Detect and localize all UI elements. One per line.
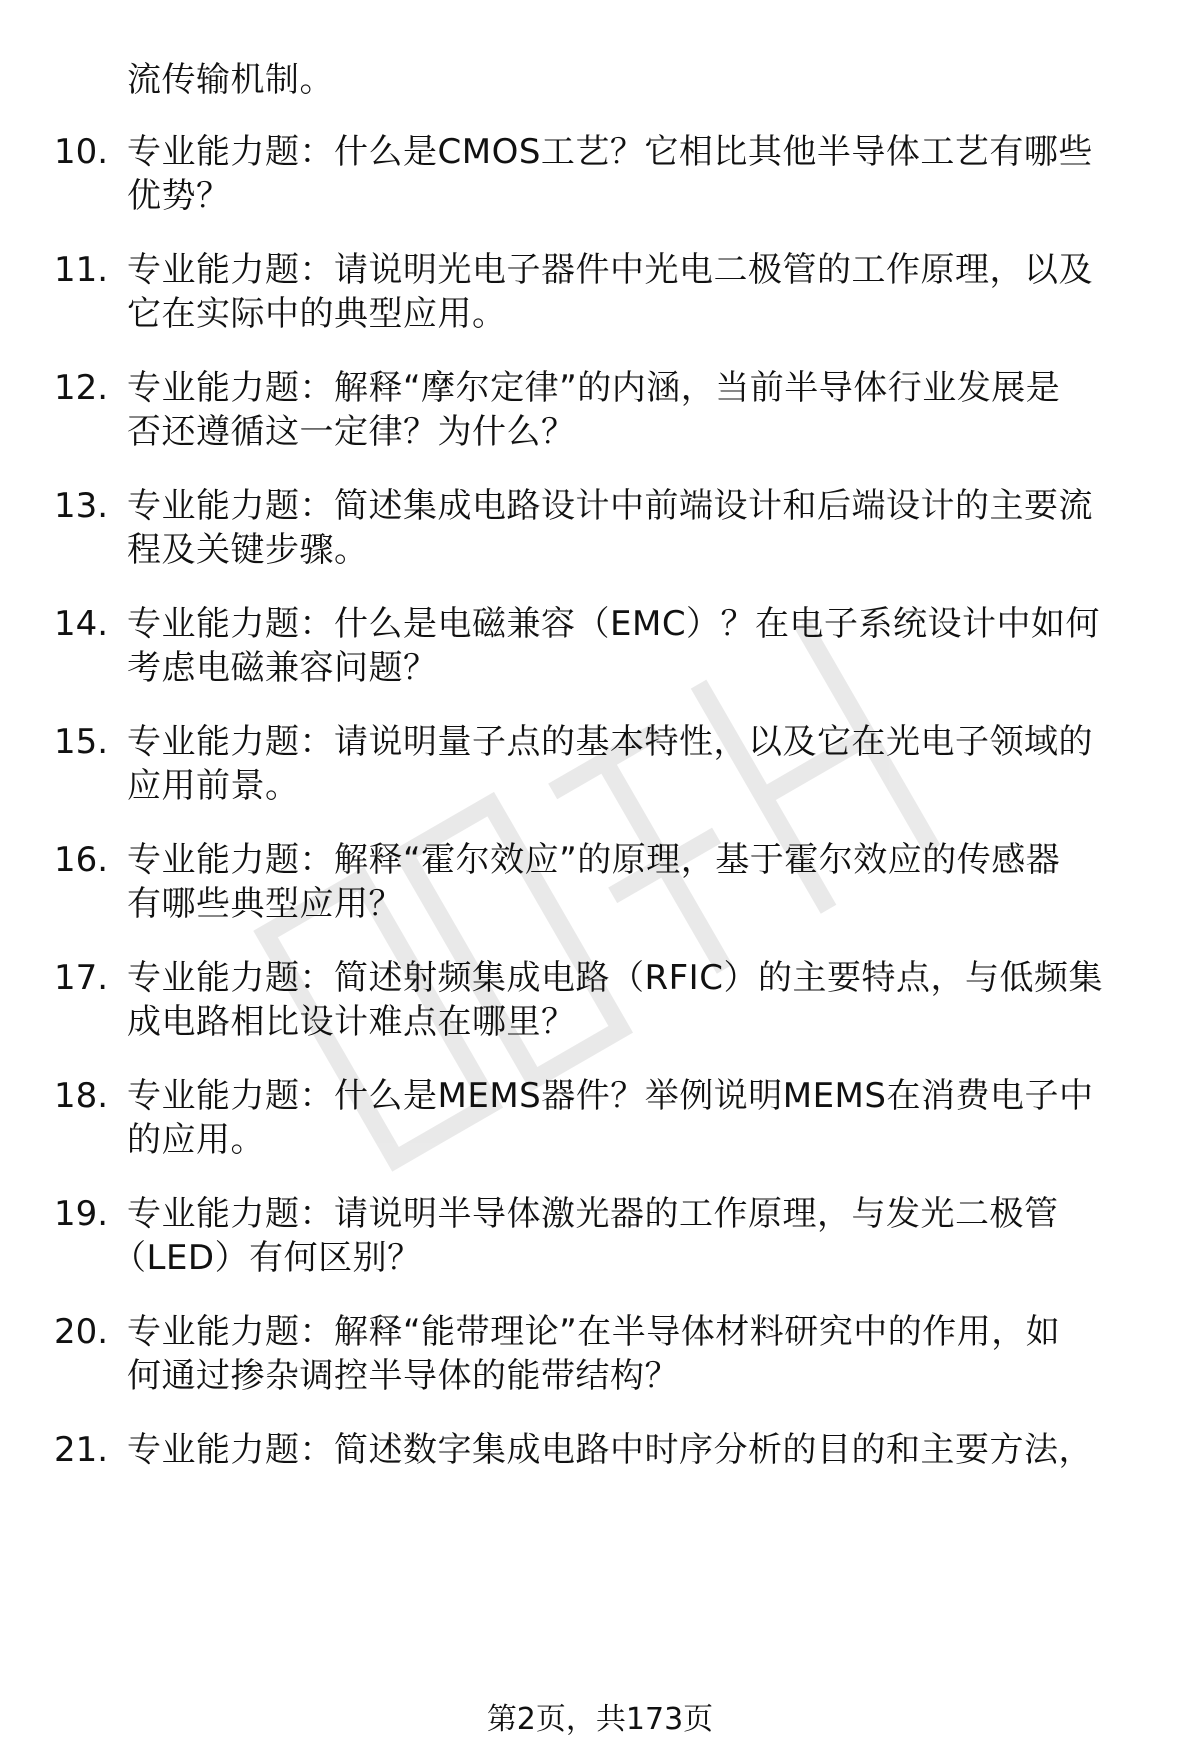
item-text-line1: 专业能力题：解释“霍尔效应”的原理，基于霍尔效应的传感器	[127, 840, 1061, 880]
item-text-line2: 的应用。	[127, 1120, 265, 1160]
continuation-text: 流传输机制。	[127, 60, 334, 100]
item-text-line1: 专业能力题：什么是CMOS工艺？它相比其他半导体工艺有哪些	[127, 132, 1093, 172]
page-footer: 第2页，共173页	[486, 1702, 714, 1737]
item-number: 17.	[54, 958, 109, 998]
item-text-line1: 专业能力题：什么是电磁兼容（EMC）？在电子系统设计中如何	[127, 604, 1101, 644]
item-number: 20.	[54, 1312, 109, 1352]
item-text-line2: 它在实际中的典型应用。	[127, 294, 507, 334]
item-text-line1: 专业能力题：解释“摩尔定律”的内涵，当前半导体行业发展是	[127, 368, 1061, 408]
item-text-line2: （LED）有何区别？	[112, 1238, 422, 1278]
item-number: 16.	[54, 840, 109, 880]
item-text-line2: 考虑电磁兼容问题？	[127, 648, 438, 688]
item-text-line2: 应用前景。	[127, 766, 300, 806]
item-number: 19.	[54, 1194, 109, 1234]
item-text-line1: 专业能力题：什么是MEMS器件？举例说明MEMS在消费电子中	[127, 1076, 1094, 1116]
item-text-line2: 成电路相比设计难点在哪里？	[127, 1002, 576, 1042]
item-text-line2: 否还遵循这一定律？为什么？	[127, 412, 576, 452]
item-text-line2: 程及关键步骤。	[127, 530, 369, 570]
item-text-line2: 有哪些典型应用？	[127, 884, 403, 924]
item-number: 21.	[54, 1430, 109, 1470]
item-number: 18.	[54, 1076, 109, 1116]
item-text-line1: 专业能力题：简述射频集成电路（RFIC）的主要特点，与低频集	[127, 958, 1103, 998]
item-text-line1: 专业能力题：请说明量子点的基本特性，以及它在光电子领域的	[127, 722, 1093, 762]
item-text-line1: 专业能力题：解释“能带理论”在半导体材料研究中的作用，如	[127, 1312, 1061, 1352]
item-text-line1: 专业能力题：简述数字集成电路中时序分析的目的和主要方法，	[127, 1430, 1093, 1470]
item-number: 14.	[54, 604, 109, 644]
item-number: 15.	[54, 722, 109, 762]
item-text-line1: 专业能力题：请说明半导体激光器的工作原理，与发光二极管	[127, 1194, 1059, 1234]
item-number: 12.	[54, 368, 109, 408]
item-number: 10.	[54, 132, 109, 172]
item-text-line1: 专业能力题：请说明光电子器件中光电二极管的工作原理，以及	[127, 250, 1093, 290]
item-text-line2: 何通过掺杂调控半导体的能带结构？	[127, 1356, 679, 1396]
item-number: 13.	[54, 486, 109, 526]
item-text-line1: 专业能力题：简述集成电路设计中前端设计和后端设计的主要流	[127, 486, 1093, 526]
item-number: 11.	[54, 250, 109, 290]
item-text-line2: 优势？	[127, 176, 231, 216]
